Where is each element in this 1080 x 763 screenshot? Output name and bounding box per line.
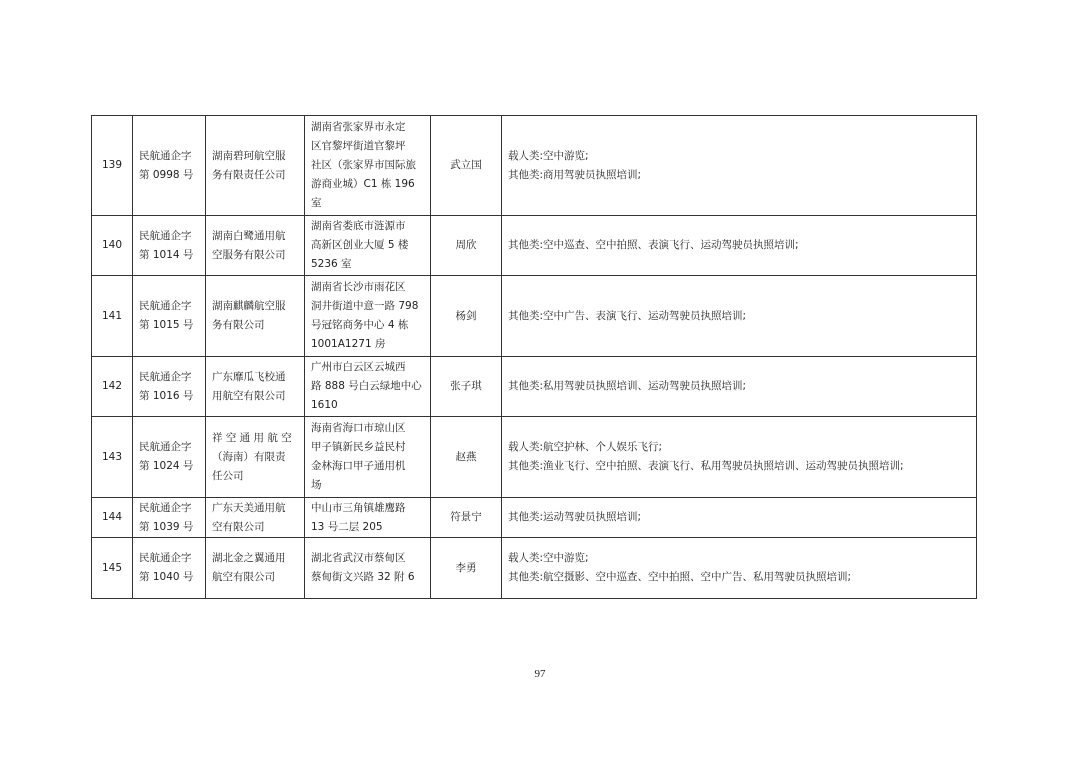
table-row — [92, 498, 977, 538]
enterprise-registry-table — [91, 115, 977, 599]
permit-number: 民航通企字 第 1016 号 — [133, 357, 206, 417]
company-name: 祥 空 通 用 航 空 （海南）有限责 任公司 — [206, 417, 305, 498]
table-row — [92, 116, 977, 216]
page-number: 97 — [534, 668, 546, 680]
row-number: 144 — [92, 498, 133, 538]
row-number: 140 — [92, 216, 133, 276]
permit-number: 民航通企字 第 1024 号 — [133, 417, 206, 498]
legal-representative: 周欣 — [431, 216, 502, 276]
registered-address: 湖南省娄底市涟源市 高新区创业大厦 5 楼 5236 室 — [305, 216, 431, 276]
table-row — [92, 276, 977, 357]
legal-representative: 杨剑 — [431, 276, 502, 357]
table-row — [92, 216, 977, 276]
table-row — [92, 417, 977, 498]
permit-number: 民航通企字 第 1039 号 — [133, 498, 206, 538]
permit-number: 民航通企字 第 0998 号 — [133, 116, 206, 216]
company-name: 广东天美通用航 空有限公司 — [206, 498, 305, 538]
company-name: 广东靡瓜飞校通 用航空有限公司 — [206, 357, 305, 417]
row-number: 141 — [92, 276, 133, 357]
business-scope: 其他类:空中广告、表演飞行、运动驾驶员执照培训; — [502, 276, 977, 357]
company-name: 湖南白鹭通用航 空服务有限公司 — [206, 216, 305, 276]
business-scope: 其他类:空中巡查、空中拍照、表演飞行、运动驾驶员执照培训; — [502, 216, 977, 276]
row-number: 145 — [92, 538, 133, 599]
table-row — [92, 357, 977, 417]
company-name: 湖南碧珂航空服 务有限责任公司 — [206, 116, 305, 216]
row-number: 143 — [92, 417, 133, 498]
legal-representative: 武立国 — [431, 116, 502, 216]
registered-address: 中山市三角镇雄鹰路 13 号二层 205 — [305, 498, 431, 538]
business-scope: 载人类:空中游览; 其他类:航空摄影、空中巡查、空中拍照、空中广告、私用驾驶员执照培训; — [502, 538, 977, 599]
permit-number: 民航通企字 第 1015 号 — [133, 276, 206, 357]
company-name: 湖北金之翼通用 航空有限公司 — [206, 538, 305, 599]
business-scope: 其他类:私用驾驶员执照培训、运动驾驶员执照培训; — [502, 357, 977, 417]
permit-number: 民航通企字 第 1014 号 — [133, 216, 206, 276]
registered-address: 湖北省武汉市蔡甸区 蔡甸街文兴路 32 附 6 — [305, 538, 431, 599]
registered-address: 海南省海口市琼山区 甲子镇新民乡益民村 金林海口甲子通用机 场 — [305, 417, 431, 498]
business-scope: 其他类:运动驾驶员执照培训; — [502, 498, 977, 538]
registered-address: 广州市白云区云城西 路 888 号白云绿地中心 1610 — [305, 357, 431, 417]
registered-address: 湖南省长沙市雨花区 洞井街道中意一路 798 号冠铭商务中心 4 栋 1001A1271 房 — [305, 276, 431, 357]
row-number: 139 — [92, 116, 133, 216]
legal-representative: 李勇 — [431, 538, 502, 599]
legal-representative: 张子琪 — [431, 357, 502, 417]
table-row — [92, 538, 977, 599]
business-scope: 载人类:空中游览; 其他类:商用驾驶员执照培训; — [502, 116, 977, 216]
registered-address: 湖南省张家界市永定 区官黎坪街道官黎坪 社区（张家界市国际旅 游商业城）C1 栋 196 室 — [305, 116, 431, 216]
legal-representative: 符景宁 — [431, 498, 502, 538]
company-name: 湖南麒麟航空服 务有限公司 — [206, 276, 305, 357]
legal-representative: 赵燕 — [431, 417, 502, 498]
business-scope: 载人类:航空护林、个人娱乐飞行; 其他类:渔业飞行、空中拍照、表演飞行、私用驾驶员执照培训、运动驾驶员执照培训; — [502, 417, 977, 498]
row-number: 142 — [92, 357, 133, 417]
permit-number: 民航通企字 第 1040 号 — [133, 538, 206, 599]
